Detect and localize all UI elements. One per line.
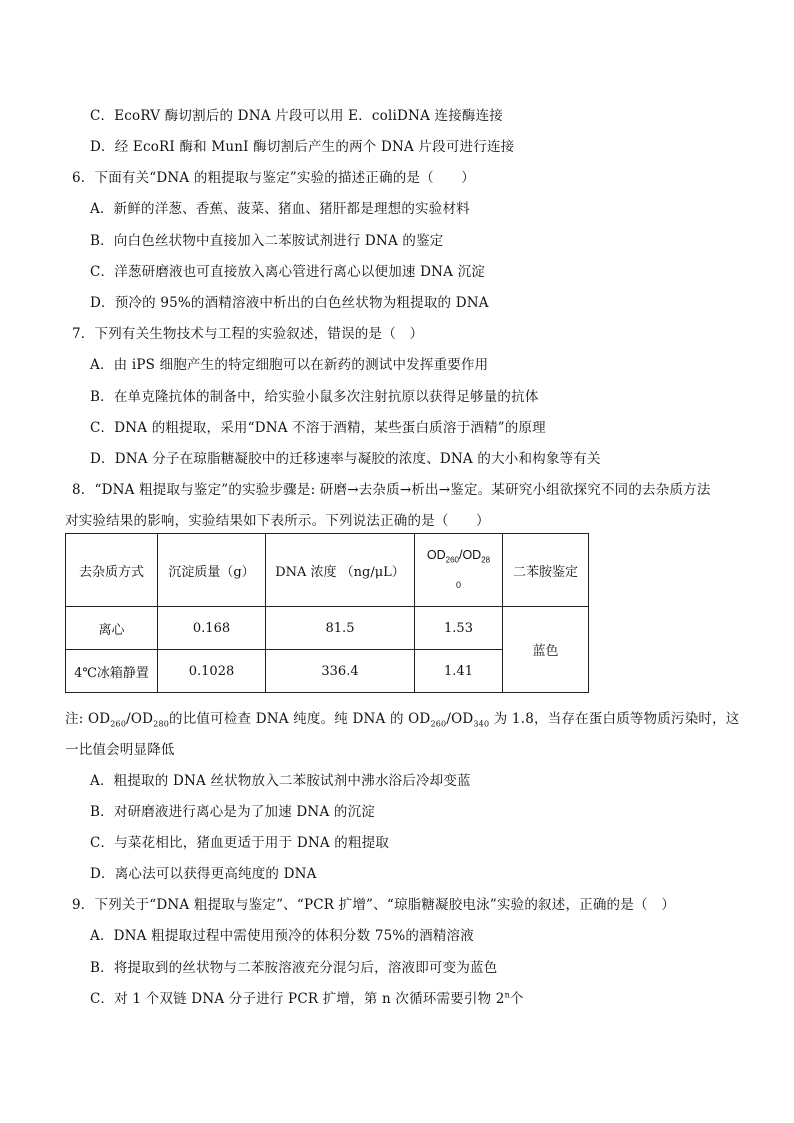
option-7a: A．由 iPS 细胞产生的特定细胞可以在新药的测试中发挥重要作用 xyxy=(90,357,489,373)
header-mass: 沉淀质量（g） xyxy=(158,534,266,607)
table-note-line1: 注: $OD_{260}/OD_{280}$的比值可检查 DNA 纯度。纯 DNA 的 $OD_{260}/OD_{340}$ 为 1.8，当存在蛋白质等物质污染时，这 xyxy=(65,711,740,729)
option-6b: B．向白色丝状物中直接加入二苯胺试剂进行 DNA 的鉴定 xyxy=(90,233,444,249)
option-6d: D．预冷的 95%的酒精溶液中析出的白色丝状物为粗提取的 DNA xyxy=(90,295,489,311)
header-concentration: DNA 浓度 （ng/μL） xyxy=(266,534,415,607)
cell-diphenylamine-result: 蓝色 xyxy=(503,607,589,693)
cell-concentration: 81.5 xyxy=(266,607,415,650)
option-6c: C．洋葱研磨液也可直接放入离心管进行离心以便加速 DNA 沉淀 xyxy=(90,264,485,280)
header-od-ratio: $OD_{260}/OD_{28}$ 0 xyxy=(415,534,503,607)
option-9c: C．对 1 个双链 DNA 分子进行 PCR 扩增，第 n 次循环需要引物 2$^n$个 xyxy=(90,990,524,1007)
cell-mass: 0.1028 xyxy=(158,650,266,693)
cell-method: 4℃冰箱静置 xyxy=(66,650,158,693)
cell-concentration: 336.4 xyxy=(266,650,415,693)
option-5d: D．经 EcoRI 酶和 MunI 酶切割后产生的两个 DNA 片段可进行连接 xyxy=(90,139,515,155)
question-9-stem: 9．下列关于“DNA 粗提取与鉴定”、“PCR 扩增”、“琼脂糖凝胶电泳”实验的叙述，正确的是（ ） xyxy=(72,897,676,913)
table-row xyxy=(66,607,589,650)
option-7d: D．DNA 分子在琼脂糖凝胶中的迁移速率与凝胶的浓度、DNA 的大小和构象等有关 xyxy=(90,451,601,467)
option-9b: B．将提取到的丝状物与二苯胺溶液充分混匀后，溶液即可变为蓝色 xyxy=(90,960,498,976)
header-diphenylamine: 二苯胺鉴定 xyxy=(503,534,589,607)
option-6a: A．新鲜的洋葱、香蕉、菠菜、猪血、猪肝都是理想的实验材料 xyxy=(90,201,470,217)
option-8a: A．粗提取的 DNA 丝状物放入二苯胺试剂中沸水浴后冷却变蓝 xyxy=(90,773,471,789)
table-header-row xyxy=(66,534,589,607)
option-9a: A．DNA 粗提取过程中需使用预冷的体积分数 75%的酒精溶液 xyxy=(90,928,474,944)
option-8d: D．离心法可以获得更高纯度的 DNA xyxy=(90,866,317,882)
cell-ratio: 1.41 xyxy=(415,650,503,693)
question-7-stem: 7．下列有关生物技术与工程的实验叙述，错误的是（ ） xyxy=(72,326,424,342)
cell-ratio: 1.53 xyxy=(415,607,503,650)
option-8c: C．与菜花相比，猪血更适于用于 DNA 的粗提取 xyxy=(90,835,390,851)
cell-mass: 0.168 xyxy=(158,607,266,650)
header-method: 去杂质方式 xyxy=(66,534,158,607)
question-8-stem-line2: 对实验结果的影响，实验结果如下表所示。下列说法正确的是（ ） xyxy=(65,513,490,529)
question-8-stem-line1: 8．“DNA 粗提取与鉴定”的实验步骤是: 研磨→去杂质→析出→鉴定。某研究小组欲探究不同的去杂质方法 xyxy=(72,482,711,498)
option-8b: B．对研磨液进行离心是为了加速 DNA 的沉淀 xyxy=(90,804,375,820)
question-6-stem: 6．下面有关“DNA 的粗提取与鉴定”实验的描述正确的是（ ） xyxy=(72,170,475,186)
option-7b: B．在单克隆抗体的制备中，给实验小鼠多次注射抗原以获得足够量的抗体 xyxy=(90,389,539,405)
option-5c: C．EcoRV 酶切割后的 DNA 片段可以用 E．coliDNA 连接酶连接 xyxy=(90,108,504,124)
cell-method: 离心 xyxy=(66,607,158,650)
table-note-line2: 一比值会明显降低 xyxy=(65,742,175,758)
option-7c: C．DNA 的粗提取，采用“DNA 不溶于酒精，某些蛋白质溶于酒精”的原理 xyxy=(90,420,546,436)
results-table xyxy=(65,533,589,693)
